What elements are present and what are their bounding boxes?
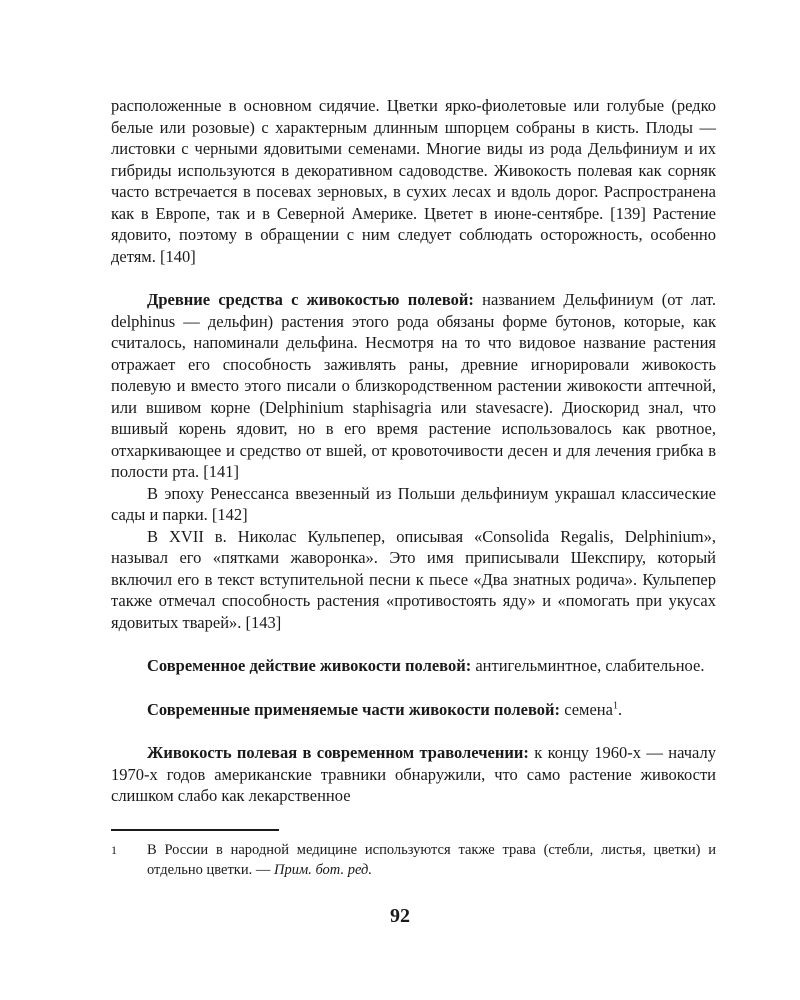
- paragraph-plant-description: [111, 95, 716, 267]
- paragraph-modern-herbalism: [111, 742, 716, 807]
- paragraph-parts-used: [111, 699, 716, 721]
- section-heading-modern-action: Современное действие живокости полевой:: [147, 656, 472, 675]
- footnote-reference[interactable]: 1: [612, 700, 618, 711]
- paragraph-culpeper: [111, 526, 716, 634]
- paragraph-ancient-remedies: [111, 289, 716, 483]
- paragraph-text: В эпоху Ренессанса ввезенный из Польши дельфиниум украшал классические сады и парки. [142]: [111, 483, 716, 524]
- footnote-text: В России в народной медицине используются также трава (стебли, листья, цветки) и отдельно цветки. —: [147, 842, 716, 878]
- section-heading-ancient-remedies: Древние средства с живокостью полевой:: [147, 290, 474, 309]
- paragraph-text: семена: [560, 699, 613, 719]
- paragraph-text: антигельминтное, слабительное.: [471, 656, 705, 675]
- footnote-number: 1: [111, 843, 117, 857]
- section-heading-parts-used: Современные применяемые части живокости полевой:: [147, 699, 561, 719]
- paragraph-text: В XVII в. Николас Кульпепер, описывая «Consolida Regalis, Delphinium», называл его «пятками жаворонка». Это имя приписывали Шекспиру, который включил его в текст вступительной песни к пьесе «Два знатных родича». Кульпепер также отмечал способность растения «противостоять яду» и «помогать при укусах ядовитых тварей». [143]: [111, 526, 716, 632]
- footnote: [111, 840, 716, 880]
- paragraph-text-tail: .: [617, 699, 623, 719]
- paragraph-renaissance: [111, 483, 716, 526]
- paragraph-text: названием Дельфиниум (от лат. delphinus — дельфин) растения этого рода обязаны форме бутонов, которые, как считалось, напоминали дельфина. Несмотря на то что видовое название растения отражает его способность заживлять раны, древние игнорировали живокость полевую и вместо этого писали о близкородственном растении живокости аптечной, или вшивом корне (Delphinium staphisagria или stavesacre). Диоскорид знал, что вшивый корень ядовит, но в его время растение использовалось как рвотное, отхаркивающее и средство от вшей, от кровоточивости десен и для лечения грибка в полости рта. [141]: [111, 290, 716, 481]
- section-heading-modern-herbalism: Живокость полевая в современном траволечении:: [147, 743, 529, 762]
- page-number: 92: [390, 905, 410, 927]
- footnote-source: Прим. бот. ред.: [273, 862, 372, 878]
- paragraph-text: к концу 1960-х — началу 1970-х годов американские травники обнаружили, что само растение живокости слишком слабо как лекарственное: [111, 743, 717, 805]
- footnote-divider: [111, 829, 279, 831]
- footnote-text-block: [111, 840, 716, 880]
- page-body: [111, 95, 716, 807]
- paragraph-modern-action: [111, 655, 716, 677]
- paragraph-text: расположенные в основном сидячие. Цветки ярко-фиолетовые или голубые (редко белые или розовые) с характерным длинным шпорцем собраны в кисть. Плоды — листовки с черными ядовитыми семенами. Многие виды из рода Дельфиниум и их гибриды используются в декоративном садоводстве. Живокость полевая как сорняк часто встречается в посевах зерновых, в сухих лесах и вдоль дорог. Распространена как в Европе, так и в Северной Америке. Цветет в июне-сентябре. [139] Растение ядовито, поэтому в обращении с ним следует соблюдать осторожность, особенно детям. [140]: [111, 96, 716, 266]
